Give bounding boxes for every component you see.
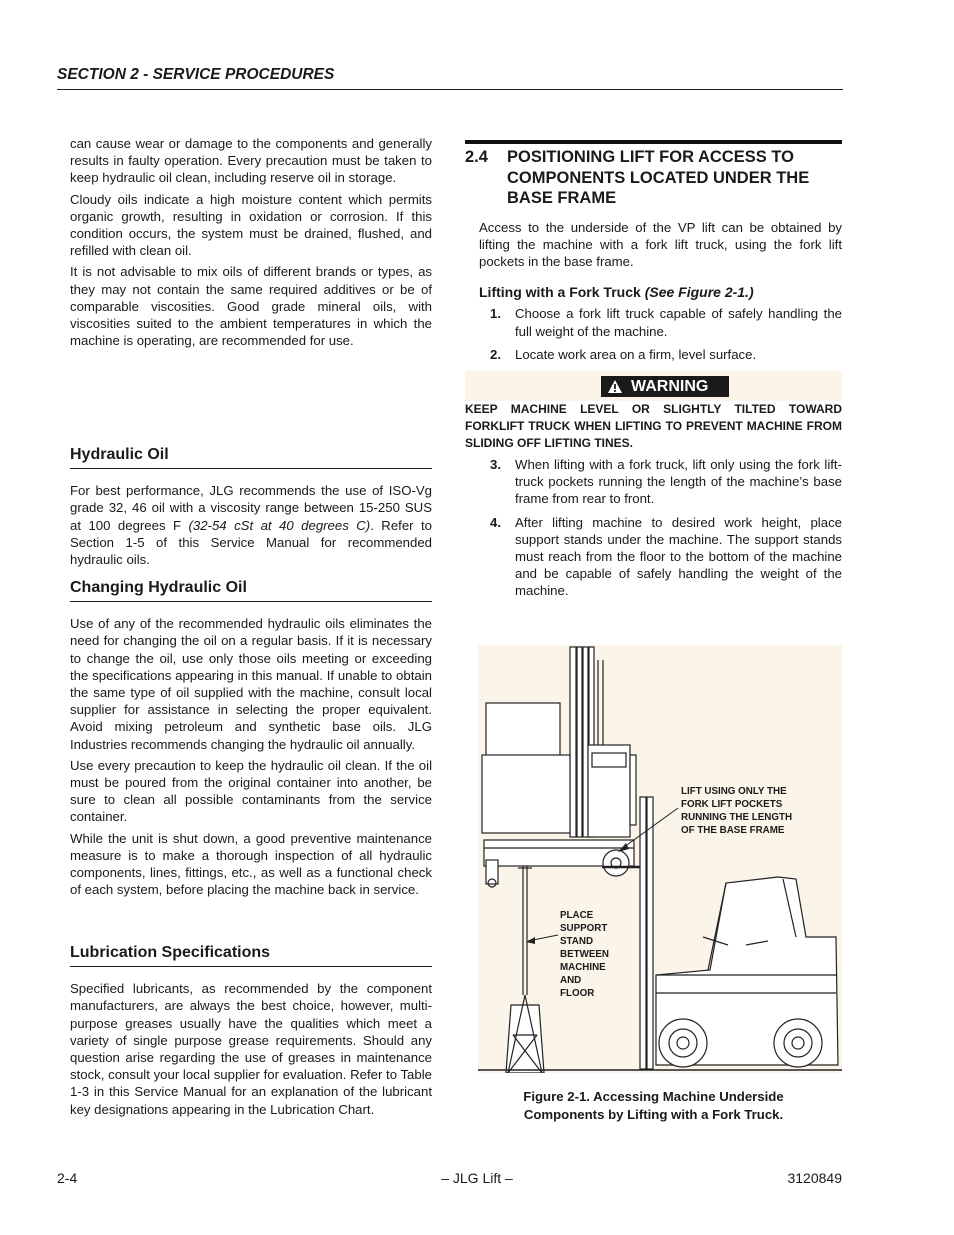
section-header: SECTION 2 - SERVICE PROCEDURES bbox=[57, 66, 335, 83]
header-rule bbox=[57, 89, 843, 90]
hydraulic-oil-paragraph bbox=[70, 482, 432, 568]
callout-line: MACHINE bbox=[560, 962, 606, 973]
callout-line: FORK LIFT POCKETS bbox=[681, 799, 783, 810]
hydraulic-oil-heading: Hydraulic Oil bbox=[70, 446, 432, 469]
callout-line: LIFT USING ONLY THE bbox=[681, 786, 787, 797]
lubrication-section bbox=[70, 944, 432, 1122]
figure-caption bbox=[465, 1088, 842, 1124]
list-item bbox=[465, 456, 842, 508]
section-rule bbox=[465, 140, 842, 144]
footer-center: – JLG Lift – bbox=[441, 1170, 513, 1186]
warning-badge bbox=[601, 376, 729, 397]
changing-oil-heading: Changing Hydraulic Oil bbox=[70, 579, 432, 602]
step-number: 3. bbox=[490, 456, 501, 472]
warning-banner bbox=[465, 371, 842, 401]
fork-heading-text: Lifting with a Fork Truck bbox=[479, 284, 645, 301]
intro-paragraph-3: It is not advisable to mix oils of different brands or types, as they may not contain the same required additives or be of comparable viscosities. Good grade mineral oils, with viscosities suited to the ambient temperatures in which the machine is operating, are recommended for use. bbox=[70, 264, 432, 349]
lubrication-paragraph: Specified lubricants, as recommended by the component manufacturers, are always the best choice, however, multi-purpose greases usually have the qualities which meet a variety of single purpose grease requirements. Should any question arise regarding the use of greases in maintenance stock, consult your local supplier for evaluation. Refer to Table 1-3 in this Service Manual for an explanation of the lubricant key designations appearing in the Lubrication Chart. bbox=[70, 981, 432, 1117]
list-item bbox=[465, 346, 842, 363]
section-number: 2.4 bbox=[465, 148, 488, 166]
callout-line: AND bbox=[560, 975, 582, 986]
warning-label: WARNING bbox=[631, 377, 709, 395]
list-item bbox=[465, 305, 842, 339]
callout-line: FLOOR bbox=[560, 988, 595, 999]
hydraulic-oil-text-b: . Refer to Section 1-5 of this Service Manual for recommended hydraulic oils. bbox=[70, 517, 432, 568]
callout-line: RUNNING THE LENGTH bbox=[681, 812, 793, 823]
step-number: 2. bbox=[490, 346, 501, 362]
page-number: 2-4 bbox=[57, 1170, 78, 1186]
step-text: After lifting machine to desired work height, place support stands under the machine. The support stands must reach from the floor to the bottom of the machine and be capable of safely handling the weight of the machine. bbox=[515, 514, 842, 599]
warning-text: KEEP MACHINE LEVEL OR SLIGHTLY TILTED TOWARD FORKLIFT TRUCK WHEN LIFTING TO PREVENT MACHINE FROM SLIDING OFF LIFTING TINES. bbox=[465, 401, 842, 450]
caption-line-1: Figure 2-1. Accessing Machine Underside bbox=[523, 1089, 784, 1104]
callout-line: PLACE bbox=[560, 910, 594, 921]
callout-line: OF THE BASE FRAME bbox=[681, 825, 785, 836]
step-number: 1. bbox=[490, 306, 501, 322]
hydraulic-oil-text-italic: (32-54 cSt at 40 degrees C) bbox=[188, 517, 371, 533]
forklift-lift-illustration bbox=[478, 645, 842, 1073]
intro-paragraph-1: can cause wear or damage to the components and generally results in faulty operation. Every precaution must be taken to keep hydraulic oil clean, including reserve oil in storage. bbox=[70, 136, 432, 186]
callout-fork-pockets bbox=[681, 785, 792, 837]
left-column bbox=[70, 135, 432, 353]
steps-list-a bbox=[465, 305, 842, 363]
changing-oil-section bbox=[70, 579, 432, 902]
hydraulic-oil-section bbox=[70, 446, 432, 572]
changing-oil-paragraph-2: Use every precaution to keep the hydraulic oil clean. If the oil must be poured from the original container into another, be sure to clean all possible contaminants from the service container. bbox=[70, 757, 432, 825]
callout-line: STAND bbox=[560, 936, 594, 947]
figure-illustration bbox=[478, 645, 842, 1073]
changing-oil-paragraph-1: Use of any of the recommended hydraulic oils eliminates the need for changing the oil on a regular basis. If it is necessary to change the oil, use only those oils meeting or exceeding the specifications appearing in this manual. If unable to obtain the same type of oil supplied with the machine, consult local supplier for assistance in selecting the proper equivalent. Avoid mixing petroleum and synthetic base oils. JLG Industries recommends changing the hydraulic oil annually. bbox=[70, 616, 432, 752]
callout-line: BETWEEN bbox=[560, 949, 609, 960]
intro-paragraph-2: Cloudy oils indicate a high moisture content which permits organic growth, resulting in oxidation or corrosion. If this condition occurs, the system must be drained, flushed, and refilled with clean oil. bbox=[70, 191, 432, 259]
section-title bbox=[465, 147, 842, 209]
steps-list-b bbox=[465, 456, 842, 600]
hydraulic-oil-text-a: For best performance, JLG recommends the use of ISO-Vg grade 32, 46 oil with a viscosity range between 15-250 SUS at 100 degrees F bbox=[70, 483, 432, 533]
changing-oil-paragraph-3: While the unit is shut down, a good preventive maintenance measure is to make a thorough inspection of all hydraulic components, lines, fittings, etc., as well as a functional check of each system, before placing the machine back in service. bbox=[70, 830, 432, 898]
right-column bbox=[465, 140, 842, 606]
lubrication-heading: Lubrication Specifications bbox=[70, 944, 432, 967]
document-number: 3120849 bbox=[787, 1170, 842, 1186]
figure-reference: (See Figure 2-1.) bbox=[644, 284, 754, 301]
step-text: Choose a fork lift truck capable of safely handling the full weight of the machine. bbox=[515, 306, 842, 339]
caption-line-2: Components by Lifting with a Fork Truck. bbox=[523, 1107, 784, 1122]
callout-support-stand bbox=[560, 909, 609, 1000]
fork-truck-heading bbox=[479, 284, 842, 301]
section-intro: Access to the underside of the VP lift can be obtained by lifting the machine with a fork lift truck, using the fork lift pockets in the base frame. bbox=[479, 219, 842, 269]
step-number: 4. bbox=[490, 514, 501, 530]
list-item bbox=[465, 514, 842, 600]
callout-line: SUPPORT bbox=[560, 923, 608, 934]
warning-triangle-icon bbox=[607, 379, 623, 394]
step-text: When lifting with a fork truck, lift only using the fork lift-truck pockets running the length of the machine’s base frame from rear to front. bbox=[515, 456, 842, 507]
step-text: Locate work area on a firm, level surface. bbox=[515, 346, 757, 362]
section-title-text: POSITIONING LIFT FOR ACCESS TO COMPONENTS LOCATED UNDER THE BASE FRAME bbox=[507, 148, 810, 207]
